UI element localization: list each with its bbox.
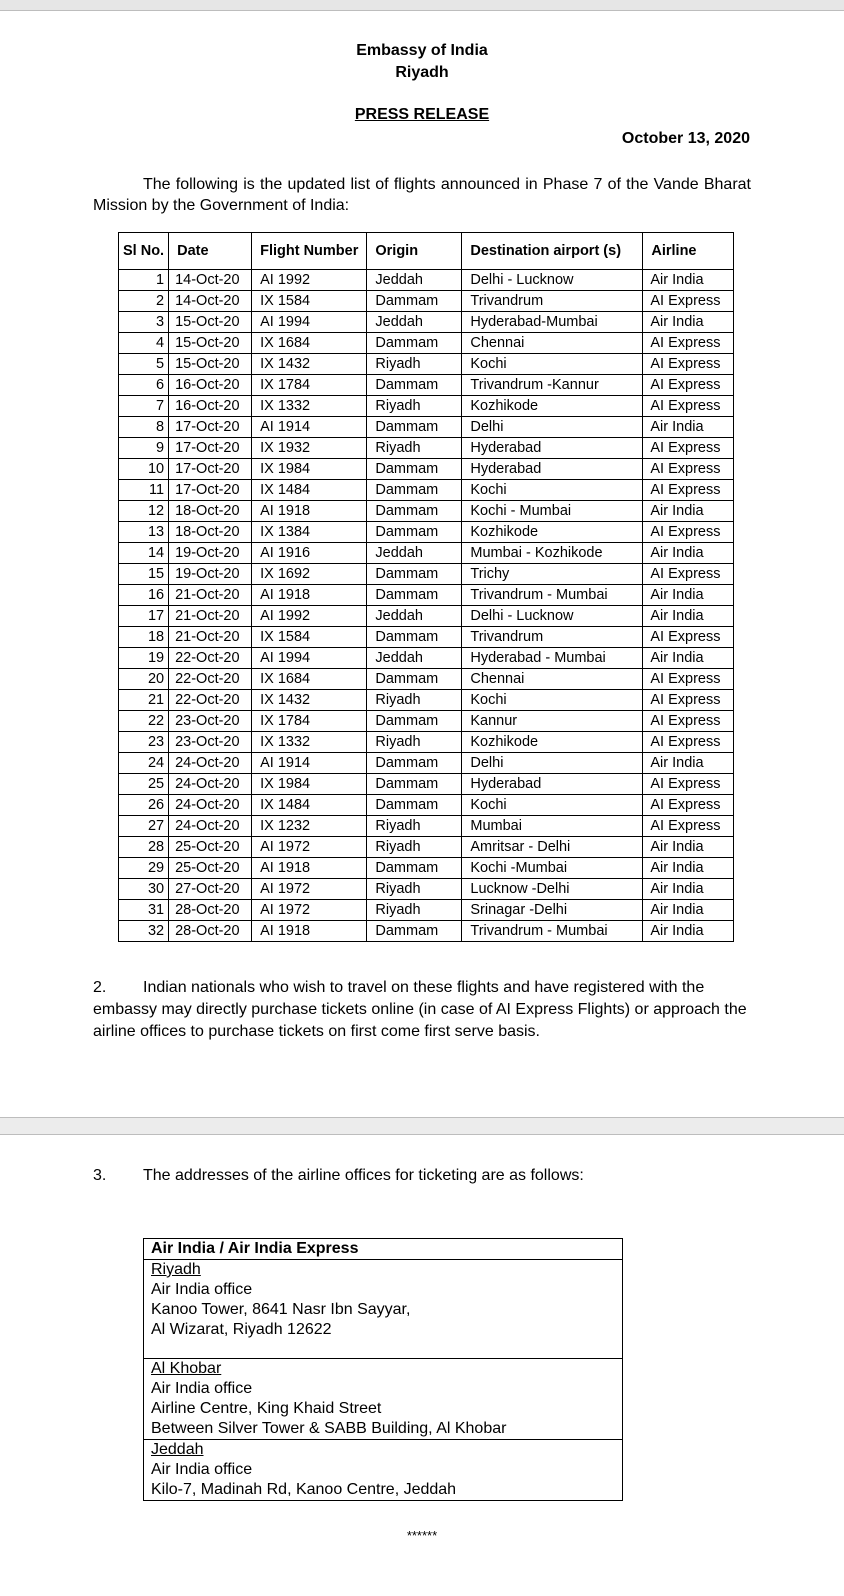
cell-origin: Dammam xyxy=(367,291,462,312)
cell-sl-no: 22 xyxy=(119,711,169,732)
cell-date: 21-Oct-20 xyxy=(169,627,252,648)
cell-origin: Jeddah xyxy=(367,606,462,627)
cell-date: 25-Oct-20 xyxy=(169,837,252,858)
cell-origin: Dammam xyxy=(367,921,462,942)
cell-date: 22-Oct-20 xyxy=(169,648,252,669)
cell-sl-no: 21 xyxy=(119,690,169,711)
cell-airline: Air India xyxy=(643,312,734,333)
cell-airline: Air India xyxy=(643,900,734,921)
cell-origin: Dammam xyxy=(367,774,462,795)
flights-table-header xyxy=(119,233,734,270)
cell-flight-number: IX 1684 xyxy=(252,333,367,354)
cell-airline: Air India xyxy=(643,921,734,942)
cell-sl-no: 1 xyxy=(119,270,169,291)
cell-origin: Dammam xyxy=(367,795,462,816)
cell-date: 14-Oct-20 xyxy=(169,270,252,291)
table-row xyxy=(119,690,734,711)
cell-origin: Riyadh xyxy=(367,837,462,858)
cell-origin: Dammam xyxy=(367,564,462,585)
cell-flight-number: IX 1932 xyxy=(252,438,367,459)
release-date: October 13, 2020 xyxy=(621,130,750,147)
office-al-khobar xyxy=(144,1359,623,1440)
cell-date: 24-Oct-20 xyxy=(169,795,252,816)
cell-flight-number: IX 1432 xyxy=(252,354,367,375)
cell-destination: Kochi xyxy=(462,354,643,375)
cell-airline: AI Express xyxy=(643,438,734,459)
cell-destination: Kochi xyxy=(462,690,643,711)
cell-sl-no: 9 xyxy=(119,438,169,459)
table-row xyxy=(119,522,734,543)
paragraph-3-text: The addresses of the airline offices for ticketing are as follows: xyxy=(143,1167,584,1184)
page-break xyxy=(0,1117,844,1135)
cell-sl-no: 5 xyxy=(119,354,169,375)
cell-destination: Trivandrum - Mumbai xyxy=(462,921,643,942)
table-row xyxy=(119,270,734,291)
cell-sl-no: 28 xyxy=(119,837,169,858)
table-row xyxy=(119,648,734,669)
office-city: Al Khobar xyxy=(151,1360,222,1377)
cell-flight-number: AI 1994 xyxy=(252,312,367,333)
cell-origin: Dammam xyxy=(367,522,462,543)
cell-airline: Air India xyxy=(643,585,734,606)
cell-date: 15-Oct-20 xyxy=(169,354,252,375)
cell-destination: Trivandrum xyxy=(462,291,643,312)
cell-sl-no: 20 xyxy=(119,669,169,690)
cell-destination: Kochi - Mumbai xyxy=(462,501,643,522)
cell-sl-no: 19 xyxy=(119,648,169,669)
cell-origin: Jeddah xyxy=(367,270,462,291)
cell-airline: AI Express xyxy=(643,627,734,648)
cell-sl-no: 24 xyxy=(119,753,169,774)
cell-origin: Dammam xyxy=(367,417,462,438)
cell-date: 16-Oct-20 xyxy=(169,396,252,417)
cell-flight-number: AI 1916 xyxy=(252,543,367,564)
cell-destination: Kozhikode xyxy=(462,522,643,543)
cell-date: 21-Oct-20 xyxy=(169,585,252,606)
cell-airline: AI Express xyxy=(643,396,734,417)
cell-airline: AI Express xyxy=(643,795,734,816)
office-line: Kanoo Tower, 8641 Nasr Ibn Sayyar, xyxy=(151,1301,411,1318)
cell-sl-no: 17 xyxy=(119,606,169,627)
cell-flight-number: IX 1332 xyxy=(252,732,367,753)
cell-origin: Dammam xyxy=(367,585,462,606)
cell-destination: Hyderabad xyxy=(462,774,643,795)
table-row xyxy=(119,417,734,438)
col-flight-number: Flight Number xyxy=(252,233,367,270)
cell-origin: Dammam xyxy=(367,333,462,354)
cell-destination: Lucknow -Delhi xyxy=(462,879,643,900)
cell-origin: Dammam xyxy=(367,627,462,648)
cell-destination: Kozhikode xyxy=(462,732,643,753)
cell-airline: AI Express xyxy=(643,732,734,753)
table-row xyxy=(119,291,734,312)
cell-destination: Kochi xyxy=(462,480,643,501)
cell-airline: AI Express xyxy=(643,291,734,312)
cell-origin: Riyadh xyxy=(367,900,462,921)
office-line: Between Silver Tower & SABB Building, Al Khobar xyxy=(151,1420,507,1437)
press-release-heading xyxy=(0,106,844,124)
cell-origin: Dammam xyxy=(367,501,462,522)
cell-flight-number: IX 1584 xyxy=(252,627,367,648)
cell-flight-number: IX 1432 xyxy=(252,690,367,711)
office-jeddah xyxy=(144,1440,623,1501)
office-line: Al Wizarat, Riyadh 12622 xyxy=(151,1321,332,1338)
flights-table xyxy=(118,232,734,942)
cell-sl-no: 2 xyxy=(119,291,169,312)
col-origin: Origin xyxy=(367,233,462,270)
cell-sl-no: 25 xyxy=(119,774,169,795)
cell-airline: AI Express xyxy=(643,333,734,354)
intro-paragraph: The following is the updated list of flights announced in Phase 7 of the Vande Bharat Mission by the Government of India: xyxy=(93,176,751,214)
cell-sl-no: 32 xyxy=(119,921,169,942)
cell-destination: Kannur xyxy=(462,711,643,732)
cell-destination: Amritsar - Delhi xyxy=(462,837,643,858)
table-row xyxy=(119,312,734,333)
cell-date: 15-Oct-20 xyxy=(169,312,252,333)
table-row xyxy=(119,396,734,417)
cell-destination: Trivandrum -Kannur xyxy=(462,375,643,396)
col-airline: Airline xyxy=(643,233,734,270)
table-row xyxy=(119,438,734,459)
cell-destination: Delhi xyxy=(462,417,643,438)
cell-date: 14-Oct-20 xyxy=(169,291,252,312)
office-city: Jeddah xyxy=(151,1441,204,1458)
table-row xyxy=(119,585,734,606)
cell-date: 17-Oct-20 xyxy=(169,480,252,501)
table-row xyxy=(119,375,734,396)
cell-sl-no: 10 xyxy=(119,459,169,480)
cell-origin: Dammam xyxy=(367,480,462,501)
cell-flight-number: AI 1914 xyxy=(252,753,367,774)
cell-date: 28-Oct-20 xyxy=(169,900,252,921)
cell-date: 22-Oct-20 xyxy=(169,669,252,690)
cell-date: 18-Oct-20 xyxy=(169,501,252,522)
table-row xyxy=(119,627,734,648)
cell-date: 16-Oct-20 xyxy=(169,375,252,396)
cell-origin: Riyadh xyxy=(367,396,462,417)
cell-destination: Mumbai - Kozhikode xyxy=(462,543,643,564)
cell-origin: Dammam xyxy=(367,858,462,879)
table-row xyxy=(119,354,734,375)
cell-origin: Riyadh xyxy=(367,879,462,900)
cell-flight-number: IX 1984 xyxy=(252,774,367,795)
cell-sl-no: 26 xyxy=(119,795,169,816)
cell-origin: Jeddah xyxy=(367,312,462,333)
cell-flight-number: IX 1232 xyxy=(252,816,367,837)
cell-origin: Jeddah xyxy=(367,543,462,564)
cell-date: 23-Oct-20 xyxy=(169,732,252,753)
cell-sl-no: 4 xyxy=(119,333,169,354)
cell-sl-no: 30 xyxy=(119,879,169,900)
cell-destination: Delhi - Lucknow xyxy=(462,606,643,627)
cell-flight-number: IX 1784 xyxy=(252,375,367,396)
cell-flight-number: IX 1384 xyxy=(252,522,367,543)
cell-date: 17-Oct-20 xyxy=(169,438,252,459)
table-row xyxy=(119,774,734,795)
cell-sl-no: 8 xyxy=(119,417,169,438)
cell-destination: Kochi -Mumbai xyxy=(462,858,643,879)
cell-origin: Riyadh xyxy=(367,816,462,837)
cell-destination: Mumbai xyxy=(462,816,643,837)
office-line: Kilo-7, Madinah Rd, Kanoo Centre, Jeddah xyxy=(151,1481,457,1498)
offices-title: Air India / Air India Express xyxy=(144,1239,623,1260)
table-row xyxy=(119,333,734,354)
cell-airline: Air India xyxy=(643,879,734,900)
col-destination: Destination airport (s) xyxy=(462,233,643,270)
page-top-edge xyxy=(0,0,844,11)
cell-destination: Trichy xyxy=(462,564,643,585)
table-row xyxy=(119,900,734,921)
press-release-title: PRESS RELEASE xyxy=(354,106,490,123)
cell-destination: Hyderabad-Mumbai xyxy=(462,312,643,333)
embassy-city: Riyadh xyxy=(395,64,449,81)
table-row xyxy=(119,606,734,627)
flights-table-body xyxy=(119,270,734,942)
table-row xyxy=(119,711,734,732)
paragraph-2-number: 2. xyxy=(93,979,107,996)
cell-destination: Srinagar -Delhi xyxy=(462,900,643,921)
cell-flight-number: AI 1992 xyxy=(252,270,367,291)
cell-origin: Dammam xyxy=(367,459,462,480)
cell-date: 25-Oct-20 xyxy=(169,858,252,879)
cell-sl-no: 31 xyxy=(119,900,169,921)
cell-origin: Dammam xyxy=(367,753,462,774)
cell-date: 27-Oct-20 xyxy=(169,879,252,900)
cell-flight-number: AI 1918 xyxy=(252,858,367,879)
cell-origin: Jeddah xyxy=(367,648,462,669)
offices-table xyxy=(143,1238,623,1501)
cell-airline: AI Express xyxy=(643,564,734,585)
cell-airline: AI Express xyxy=(643,354,734,375)
cell-airline: AI Express xyxy=(643,816,734,837)
cell-date: 24-Oct-20 xyxy=(169,753,252,774)
cell-sl-no: 18 xyxy=(119,627,169,648)
table-row xyxy=(119,921,734,942)
cell-date: 19-Oct-20 xyxy=(169,543,252,564)
table-row xyxy=(119,879,734,900)
cell-flight-number: IX 1584 xyxy=(252,291,367,312)
cell-destination: Hyderabad xyxy=(462,438,643,459)
office-line: Airline Centre, King Khaid Street xyxy=(151,1400,382,1417)
cell-date: 17-Oct-20 xyxy=(169,417,252,438)
end-marker: ****** xyxy=(406,1528,438,1543)
cell-date: 23-Oct-20 xyxy=(169,711,252,732)
cell-destination: Chennai xyxy=(462,333,643,354)
cell-date: 28-Oct-20 xyxy=(169,921,252,942)
cell-date: 18-Oct-20 xyxy=(169,522,252,543)
table-row xyxy=(119,501,734,522)
cell-flight-number: AI 1918 xyxy=(252,501,367,522)
cell-date: 15-Oct-20 xyxy=(169,333,252,354)
cell-flight-number: AI 1914 xyxy=(252,417,367,438)
table-row xyxy=(119,795,734,816)
cell-destination: Delhi xyxy=(462,753,643,774)
cell-date: 17-Oct-20 xyxy=(169,459,252,480)
table-row xyxy=(119,837,734,858)
cell-date: 24-Oct-20 xyxy=(169,816,252,837)
cell-airline: Air India xyxy=(643,417,734,438)
embassy-name: Embassy of India xyxy=(356,42,488,59)
cell-flight-number: IX 1984 xyxy=(252,459,367,480)
office-riyadh xyxy=(144,1260,623,1359)
cell-sl-no: 6 xyxy=(119,375,169,396)
cell-flight-number: IX 1692 xyxy=(252,564,367,585)
cell-sl-no: 23 xyxy=(119,732,169,753)
cell-airline: Air India xyxy=(643,606,734,627)
cell-flight-number: AI 1972 xyxy=(252,879,367,900)
cell-airline: AI Express xyxy=(643,774,734,795)
cell-flight-number: AI 1992 xyxy=(252,606,367,627)
cell-sl-no: 29 xyxy=(119,858,169,879)
cell-destination: Delhi - Lucknow xyxy=(462,270,643,291)
table-row xyxy=(119,816,734,837)
paragraph-2-text: Indian nationals who wish to travel on these flights and have registered with the embassy may directly purchase tickets online (in case of AI Express Flights) or approach the airline offices to purchase tickets on first come first serve basis. xyxy=(93,979,747,1040)
cell-flight-number: IX 1332 xyxy=(252,396,367,417)
table-row xyxy=(119,669,734,690)
cell-flight-number: IX 1784 xyxy=(252,711,367,732)
cell-airline: AI Express xyxy=(643,690,734,711)
letterhead xyxy=(0,40,844,84)
table-row xyxy=(119,858,734,879)
paragraph-3 xyxy=(93,1165,753,1187)
cell-origin: Riyadh xyxy=(367,732,462,753)
cell-sl-no: 12 xyxy=(119,501,169,522)
cell-sl-no: 11 xyxy=(119,480,169,501)
paragraph-2 xyxy=(93,977,753,1043)
cell-airline: AI Express xyxy=(643,375,734,396)
col-sl-no: Sl No. xyxy=(119,233,169,270)
cell-flight-number: AI 1994 xyxy=(252,648,367,669)
cell-destination: Trivandrum - Mumbai xyxy=(462,585,643,606)
cell-airline: Air India xyxy=(643,648,734,669)
cell-sl-no: 7 xyxy=(119,396,169,417)
office-city: Riyadh xyxy=(151,1261,201,1278)
cell-origin: Riyadh xyxy=(367,354,462,375)
table-row xyxy=(119,564,734,585)
cell-flight-number: AI 1918 xyxy=(252,921,367,942)
col-date: Date xyxy=(169,233,252,270)
cell-origin: Dammam xyxy=(367,711,462,732)
cell-airline: AI Express xyxy=(643,711,734,732)
cell-sl-no: 15 xyxy=(119,564,169,585)
cell-date: 21-Oct-20 xyxy=(169,606,252,627)
cell-airline: Air India xyxy=(643,753,734,774)
cell-flight-number: AI 1972 xyxy=(252,900,367,921)
table-row xyxy=(119,543,734,564)
cell-origin: Riyadh xyxy=(367,690,462,711)
cell-airline: AI Express xyxy=(643,669,734,690)
office-line: Air India office xyxy=(151,1461,253,1478)
cell-airline: AI Express xyxy=(643,459,734,480)
table-row xyxy=(119,459,734,480)
cell-date: 24-Oct-20 xyxy=(169,774,252,795)
cell-destination: Kochi xyxy=(462,795,643,816)
cell-airline: Air India xyxy=(643,270,734,291)
cell-sl-no: 14 xyxy=(119,543,169,564)
cell-destination: Trivandrum xyxy=(462,627,643,648)
cell-airline: Air India xyxy=(643,858,734,879)
cell-sl-no: 13 xyxy=(119,522,169,543)
cell-flight-number: AI 1972 xyxy=(252,837,367,858)
cell-airline: Air India xyxy=(643,501,734,522)
cell-destination: Chennai xyxy=(462,669,643,690)
cell-sl-no: 16 xyxy=(119,585,169,606)
cell-flight-number: IX 1684 xyxy=(252,669,367,690)
cell-destination: Hyderabad xyxy=(462,459,643,480)
cell-sl-no: 27 xyxy=(119,816,169,837)
cell-airline: AI Express xyxy=(643,480,734,501)
cell-flight-number: AI 1918 xyxy=(252,585,367,606)
cell-airline: Air India xyxy=(643,837,734,858)
table-row xyxy=(119,753,734,774)
cell-date: 22-Oct-20 xyxy=(169,690,252,711)
cell-origin: Riyadh xyxy=(367,438,462,459)
table-row xyxy=(119,732,734,753)
cell-flight-number: IX 1484 xyxy=(252,795,367,816)
office-line: Air India office xyxy=(151,1380,253,1397)
cell-date: 19-Oct-20 xyxy=(169,564,252,585)
paragraph-3-number: 3. xyxy=(93,1167,107,1184)
cell-origin: Dammam xyxy=(367,375,462,396)
office-line: Air India office xyxy=(151,1281,253,1298)
table-row xyxy=(119,480,734,501)
cell-destination: Hyderabad - Mumbai xyxy=(462,648,643,669)
cell-origin: Dammam xyxy=(367,669,462,690)
cell-sl-no: 3 xyxy=(119,312,169,333)
cell-flight-number: IX 1484 xyxy=(252,480,367,501)
cell-destination: Kozhikode xyxy=(462,396,643,417)
cell-airline: AI Express xyxy=(643,522,734,543)
cell-airline: Air India xyxy=(643,543,734,564)
